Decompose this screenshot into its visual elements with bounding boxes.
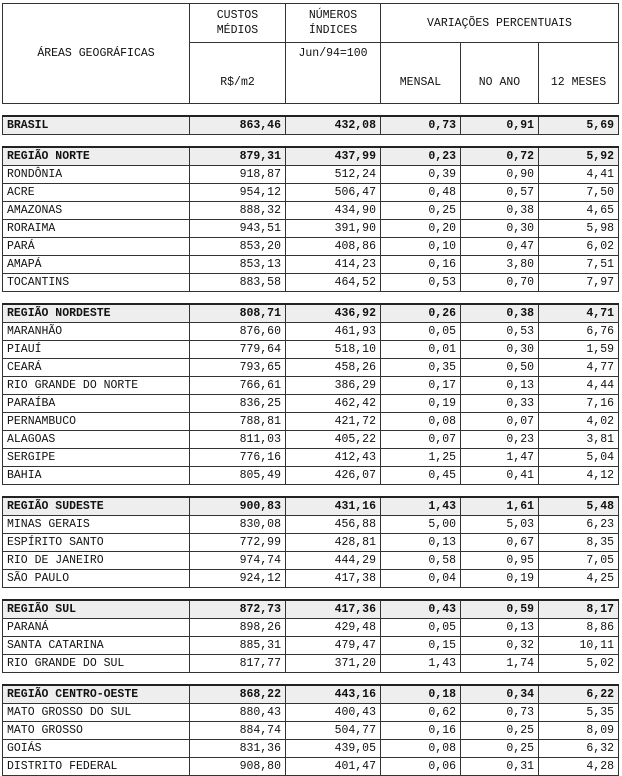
cell-mensal: 1,43 [381, 497, 461, 516]
cell-name: PARAÍBA [3, 395, 190, 413]
cell-indice: 391,90 [286, 220, 381, 238]
cell-name: SERGIPE [3, 449, 190, 467]
cell-ano: 0,13 [461, 377, 539, 395]
group-header-row [3, 497, 619, 516]
cell-indice: 400,43 [286, 704, 381, 722]
cell-meses: 6,02 [539, 238, 619, 256]
cell-custo: 805,49 [190, 467, 286, 485]
spacer-cell [3, 292, 619, 305]
cell-indice: 371,20 [286, 655, 381, 673]
cell-indice: 443,16 [286, 685, 381, 704]
cell-ano: 0,31 [461, 758, 539, 776]
cell-meses: 6,76 [539, 323, 619, 341]
cell-mensal: 0,18 [381, 685, 461, 704]
cell-mensal: 0,04 [381, 570, 461, 588]
header-no-ano: NO ANO [461, 43, 539, 104]
header-numeros [286, 4, 381, 43]
cell-indice: 506,47 [286, 184, 381, 202]
table-row [3, 704, 619, 722]
cell-meses: 4,41 [539, 166, 619, 184]
header-base: Jun/94=100 [286, 43, 381, 104]
cell-name: REGIÃO SUL [3, 600, 190, 619]
cell-name: DISTRITO FEDERAL [3, 758, 190, 776]
table-row [3, 552, 619, 570]
group-spacer [3, 292, 619, 305]
cell-custo: 974,74 [190, 552, 286, 570]
group-header-row [3, 147, 619, 166]
table-body [3, 104, 619, 776]
cell-custo: 766,61 [190, 377, 286, 395]
cell-ano: 5,03 [461, 516, 539, 534]
cell-indice: 408,86 [286, 238, 381, 256]
cell-ano: 0,33 [461, 395, 539, 413]
cell-meses: 5,35 [539, 704, 619, 722]
cell-custo: 817,77 [190, 655, 286, 673]
cell-meses: 4,44 [539, 377, 619, 395]
group-spacer [3, 485, 619, 498]
cell-mensal: 0,08 [381, 413, 461, 431]
cell-custo: 954,12 [190, 184, 286, 202]
cell-name: ACRE [3, 184, 190, 202]
cell-meses: 7,51 [539, 256, 619, 274]
table-row [3, 722, 619, 740]
table-row [3, 395, 619, 413]
cell-ano: 0,57 [461, 184, 539, 202]
cell-indice: 417,36 [286, 600, 381, 619]
cell-custo: 880,43 [190, 704, 286, 722]
header-12-meses: 12 MESES [539, 43, 619, 104]
cell-name: REGIÃO NORTE [3, 147, 190, 166]
cell-ano: 0,30 [461, 341, 539, 359]
table-row [3, 341, 619, 359]
cell-mensal: 0,35 [381, 359, 461, 377]
header-areas: ÁREAS GEOGRÁFICAS [3, 4, 190, 104]
cell-name: RIO DE JANEIRO [3, 552, 190, 570]
cell-ano: 1,74 [461, 655, 539, 673]
cell-indice: 504,77 [286, 722, 381, 740]
cell-meses: 8,86 [539, 619, 619, 637]
cell-mensal: 0,26 [381, 304, 461, 323]
cell-meses: 4,25 [539, 570, 619, 588]
cell-custo: 885,31 [190, 637, 286, 655]
cell-ano: 0,95 [461, 552, 539, 570]
cell-ano: 0,50 [461, 359, 539, 377]
cell-indice: 405,22 [286, 431, 381, 449]
cell-name: RORAIMA [3, 220, 190, 238]
cell-ano: 1,61 [461, 497, 539, 516]
cell-mensal: 0,39 [381, 166, 461, 184]
cell-ano: 0,30 [461, 220, 539, 238]
cell-indice: 414,23 [286, 256, 381, 274]
cell-name: MINAS GERAIS [3, 516, 190, 534]
cell-name: PARANÁ [3, 619, 190, 637]
cell-mensal: 0,16 [381, 722, 461, 740]
cell-meses: 4,71 [539, 304, 619, 323]
group-header-row [3, 116, 619, 135]
cell-indice: 434,90 [286, 202, 381, 220]
cell-mensal: 0,17 [381, 377, 461, 395]
cell-mensal: 0,05 [381, 323, 461, 341]
table-row [3, 534, 619, 552]
group-header-row [3, 600, 619, 619]
cell-ano: 0,73 [461, 704, 539, 722]
header-unit: R$/m2 [190, 43, 286, 104]
cell-meses: 6,22 [539, 685, 619, 704]
cell-indice: 431,16 [286, 497, 381, 516]
cell-ano: 0,19 [461, 570, 539, 588]
cell-ano: 0,59 [461, 600, 539, 619]
cell-indice: 456,88 [286, 516, 381, 534]
cell-name: MARANHÃO [3, 323, 190, 341]
table-row [3, 256, 619, 274]
group-header-row [3, 304, 619, 323]
cell-ano: 1,47 [461, 449, 539, 467]
cell-mensal: 0,45 [381, 467, 461, 485]
cell-indice: 429,48 [286, 619, 381, 637]
cell-name: TOCANTINS [3, 274, 190, 292]
cell-name: BAHIA [3, 467, 190, 485]
cell-custo: 876,60 [190, 323, 286, 341]
table-row [3, 431, 619, 449]
table-row [3, 220, 619, 238]
cell-custo: 943,51 [190, 220, 286, 238]
group-spacer [3, 104, 619, 117]
cell-indice: 436,92 [286, 304, 381, 323]
cell-meses: 8,09 [539, 722, 619, 740]
cell-mensal: 0,07 [381, 431, 461, 449]
table-row [3, 359, 619, 377]
cell-custo: 879,31 [190, 147, 286, 166]
cell-mensal: 0,25 [381, 202, 461, 220]
cell-meses: 4,12 [539, 467, 619, 485]
cell-meses: 5,92 [539, 147, 619, 166]
cell-name: CEARÁ [3, 359, 190, 377]
cell-mensal: 0,10 [381, 238, 461, 256]
cell-ano: 0,47 [461, 238, 539, 256]
cell-custo: 900,83 [190, 497, 286, 516]
cell-custo: 872,73 [190, 600, 286, 619]
cell-name: PIAUÍ [3, 341, 190, 359]
cell-custo: 811,03 [190, 431, 286, 449]
cell-name: GOIÁS [3, 740, 190, 758]
cell-ano: 0,70 [461, 274, 539, 292]
cell-mensal: 0,15 [381, 637, 461, 655]
cell-indice: 479,47 [286, 637, 381, 655]
spacer-cell [3, 104, 619, 117]
table-row [3, 758, 619, 776]
spacer-cell [3, 135, 619, 148]
cell-meses: 5,48 [539, 497, 619, 516]
cell-ano: 0,13 [461, 619, 539, 637]
table-row [3, 184, 619, 202]
cell-indice: 512,24 [286, 166, 381, 184]
cell-meses: 7,50 [539, 184, 619, 202]
cell-ano: 0,67 [461, 534, 539, 552]
cell-meses: 6,23 [539, 516, 619, 534]
cell-name: REGIÃO NORDESTE [3, 304, 190, 323]
cell-mensal: 0,08 [381, 740, 461, 758]
cell-ano: 0,90 [461, 166, 539, 184]
cell-meses: 10,11 [539, 637, 619, 655]
header-row-top [3, 4, 619, 43]
cell-meses: 4,65 [539, 202, 619, 220]
group-spacer [3, 673, 619, 686]
cell-name: REGIÃO CENTRO-OESTE [3, 685, 190, 704]
cell-name: AMAZONAS [3, 202, 190, 220]
cell-mensal: 0,16 [381, 256, 461, 274]
cell-indice: 386,29 [286, 377, 381, 395]
cell-mensal: 5,00 [381, 516, 461, 534]
cell-meses: 5,04 [539, 449, 619, 467]
table-row [3, 740, 619, 758]
cell-indice: 421,72 [286, 413, 381, 431]
cell-custo: 853,13 [190, 256, 286, 274]
cell-name: PARÁ [3, 238, 190, 256]
cell-indice: 417,38 [286, 570, 381, 588]
cell-mensal: 0,73 [381, 116, 461, 135]
cell-meses: 8,35 [539, 534, 619, 552]
cell-custo: 779,64 [190, 341, 286, 359]
cell-indice: 439,05 [286, 740, 381, 758]
cell-indice: 432,08 [286, 116, 381, 135]
table-row [3, 570, 619, 588]
cell-ano: 0,23 [461, 431, 539, 449]
table-row [3, 637, 619, 655]
cell-mensal: 1,43 [381, 655, 461, 673]
cell-name: SANTA CATARINA [3, 637, 190, 655]
cell-custo: 808,71 [190, 304, 286, 323]
table-row [3, 467, 619, 485]
cell-custo: 868,22 [190, 685, 286, 704]
cell-ano: 0,72 [461, 147, 539, 166]
cell-indice: 401,47 [286, 758, 381, 776]
cell-custo: 853,20 [190, 238, 286, 256]
cost-table-sheet [2, 3, 618, 776]
table-row [3, 323, 619, 341]
cell-meses: 4,77 [539, 359, 619, 377]
cell-custo: 884,74 [190, 722, 286, 740]
cell-ano: 0,32 [461, 637, 539, 655]
cell-mensal: 0,23 [381, 147, 461, 166]
cell-name: ALAGOAS [3, 431, 190, 449]
cell-mensal: 0,06 [381, 758, 461, 776]
cell-custo: 793,65 [190, 359, 286, 377]
cell-custo: 883,58 [190, 274, 286, 292]
cell-custo: 830,08 [190, 516, 286, 534]
cell-custo: 898,26 [190, 619, 286, 637]
table-row [3, 516, 619, 534]
table-row [3, 166, 619, 184]
cell-custo: 863,46 [190, 116, 286, 135]
cell-ano: 3,80 [461, 256, 539, 274]
cell-custo: 776,16 [190, 449, 286, 467]
cell-meses: 8,17 [539, 600, 619, 619]
cell-meses: 3,81 [539, 431, 619, 449]
cell-custo: 836,25 [190, 395, 286, 413]
header-mensal: MENSAL [381, 43, 461, 104]
cell-meses: 5,02 [539, 655, 619, 673]
cell-custo: 772,99 [190, 534, 286, 552]
group-header-row [3, 685, 619, 704]
cell-indice: 437,99 [286, 147, 381, 166]
cell-meses: 1,59 [539, 341, 619, 359]
cell-custo: 788,81 [190, 413, 286, 431]
cell-name: REGIÃO SUDESTE [3, 497, 190, 516]
table-row [3, 202, 619, 220]
header-variacoes: VARIAÇÕES PERCENTUAIS [381, 4, 619, 43]
header-custos-label: CUSTOS MÉDIOS [216, 9, 259, 37]
cell-indice: 462,42 [286, 395, 381, 413]
table-row [3, 377, 619, 395]
cell-ano: 0,34 [461, 685, 539, 704]
group-spacer [3, 135, 619, 148]
cell-ano: 0,07 [461, 413, 539, 431]
cell-custo: 918,87 [190, 166, 286, 184]
cell-mensal: 0,53 [381, 274, 461, 292]
cell-meses: 6,32 [539, 740, 619, 758]
cell-name: MATO GROSSO DO SUL [3, 704, 190, 722]
cell-ano: 0,25 [461, 740, 539, 758]
cell-mensal: 0,05 [381, 619, 461, 637]
table-row [3, 413, 619, 431]
cell-indice: 464,52 [286, 274, 381, 292]
cell-indice: 461,93 [286, 323, 381, 341]
table-row [3, 619, 619, 637]
cell-mensal: 0,01 [381, 341, 461, 359]
cell-name: PERNAMBUCO [3, 413, 190, 431]
cell-indice: 444,29 [286, 552, 381, 570]
table-row [3, 449, 619, 467]
header-custos [190, 4, 286, 43]
cost-table [2, 3, 619, 776]
cell-indice: 428,81 [286, 534, 381, 552]
cell-ano: 0,91 [461, 116, 539, 135]
group-spacer [3, 588, 619, 601]
cell-meses: 4,02 [539, 413, 619, 431]
cell-name: RIO GRANDE DO NORTE [3, 377, 190, 395]
cell-ano: 0,25 [461, 722, 539, 740]
cell-custo: 831,36 [190, 740, 286, 758]
cell-name: RIO GRANDE DO SUL [3, 655, 190, 673]
cell-indice: 412,43 [286, 449, 381, 467]
cell-name: MATO GROSSO [3, 722, 190, 740]
cell-mensal: 0,43 [381, 600, 461, 619]
cell-mensal: 0,19 [381, 395, 461, 413]
cell-indice: 518,10 [286, 341, 381, 359]
cell-ano: 0,38 [461, 202, 539, 220]
cell-mensal: 1,25 [381, 449, 461, 467]
cell-meses: 5,98 [539, 220, 619, 238]
cell-name: BRASIL [3, 116, 190, 135]
table-row [3, 274, 619, 292]
cell-ano: 0,53 [461, 323, 539, 341]
cell-mensal: 0,48 [381, 184, 461, 202]
cell-meses: 7,05 [539, 552, 619, 570]
spacer-cell [3, 673, 619, 686]
cell-name: RONDÔNIA [3, 166, 190, 184]
cell-ano: 0,41 [461, 467, 539, 485]
spacer-cell [3, 588, 619, 601]
cell-name: ESPÍRITO SANTO [3, 534, 190, 552]
cell-meses: 7,16 [539, 395, 619, 413]
cell-meses: 5,69 [539, 116, 619, 135]
table-row [3, 655, 619, 673]
cell-mensal: 0,58 [381, 552, 461, 570]
cell-meses: 7,97 [539, 274, 619, 292]
cell-name: AMAPÁ [3, 256, 190, 274]
cell-indice: 458,26 [286, 359, 381, 377]
cell-mensal: 0,20 [381, 220, 461, 238]
cell-custo: 924,12 [190, 570, 286, 588]
table-row [3, 238, 619, 256]
cell-custo: 908,80 [190, 758, 286, 776]
spacer-cell [3, 485, 619, 498]
cell-meses: 4,28 [539, 758, 619, 776]
cell-ano: 0,38 [461, 304, 539, 323]
cell-name: SÃO PAULO [3, 570, 190, 588]
cell-custo: 888,32 [190, 202, 286, 220]
cell-mensal: 0,62 [381, 704, 461, 722]
cell-indice: 426,07 [286, 467, 381, 485]
header-numeros-label: NÚMEROS ÍNDICES [308, 9, 358, 37]
cell-mensal: 0,13 [381, 534, 461, 552]
